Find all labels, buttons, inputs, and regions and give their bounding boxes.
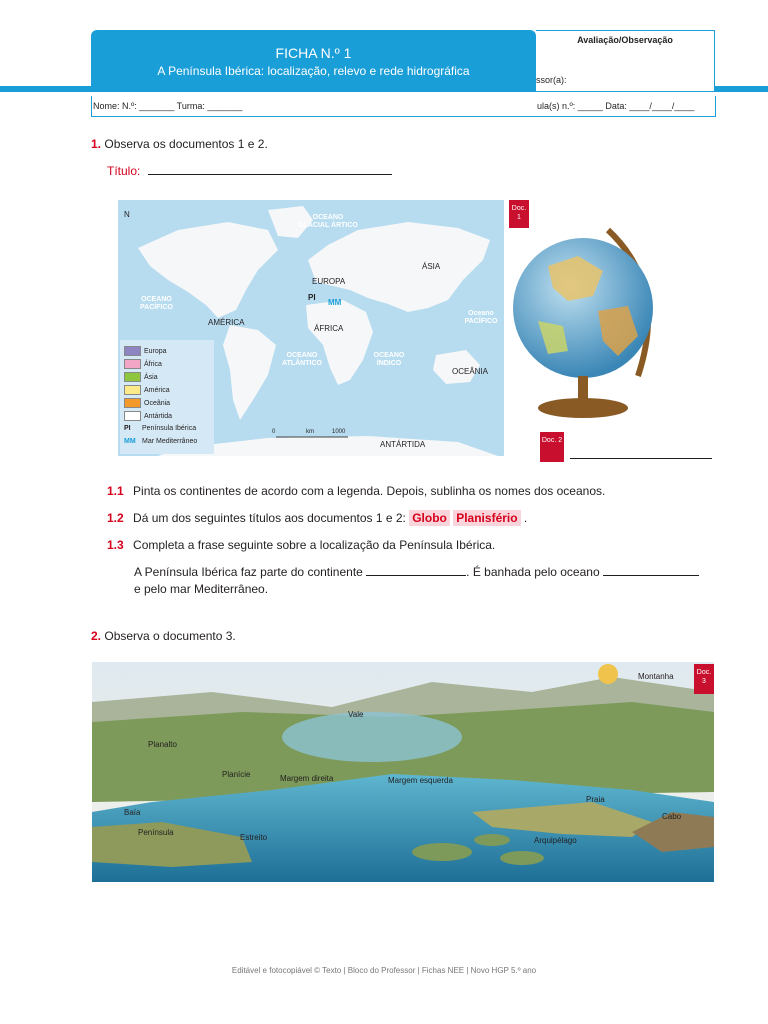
map-label-pacific-left: OCEANO PACÍFICO — [140, 296, 173, 311]
label-planalto: Planalto — [148, 740, 177, 749]
question-1-2-number: 1.2 — [107, 511, 124, 525]
legend-item-mm — [124, 438, 197, 445]
legend-label: Ásia — [144, 373, 158, 381]
page-footer: Editável e fotocopiável © Texto | Bloco do Professor | Fichas NEE | Novo HGP 5.º ano — [231, 966, 537, 975]
landscape-illustration — [92, 662, 714, 882]
scale-1000: 1000 — [332, 429, 346, 435]
date-field[interactable]: ula(s) n.º: _____ Data: ____/____/____ — [537, 101, 695, 111]
legend-label: Oceânia — [144, 399, 171, 407]
map-label-antartida: ANTÁRTIDA — [380, 440, 426, 449]
map-label-america: AMÉRICA — [208, 318, 245, 327]
sentence-part-b: . É banhada pelo oceano — [466, 565, 600, 579]
question-1-3-text: Completa a frase seguinte sobre a localização da Península Ibérica. — [133, 538, 496, 552]
evaluation-box — [536, 30, 715, 92]
legend-item — [124, 359, 162, 369]
doc-2-answer-line[interactable] — [570, 448, 712, 459]
option-globo[interactable]: Globo — [409, 510, 450, 526]
label-margem-direita: Margem direita — [280, 774, 334, 783]
student-info-row — [91, 96, 716, 117]
north-arrow-icon: N — [124, 210, 130, 219]
doc-2-tag: Doc. 2 — [540, 432, 564, 462]
label-estreito: Estreito — [240, 833, 268, 842]
sentence-completion — [134, 564, 714, 598]
legend-swatch — [124, 359, 141, 369]
continent-answer-line[interactable] — [366, 565, 466, 576]
question-1-3 — [107, 538, 495, 552]
map-label-indian: OCEANO ÍNDICO — [373, 352, 405, 367]
map-label-oceania: OCEÂNIA — [452, 367, 489, 376]
legend-item — [124, 385, 170, 395]
legend-item-pi — [124, 425, 196, 432]
title-label-text: Título: — [107, 164, 141, 178]
label-cabo: Cabo — [662, 812, 682, 821]
question-1-2-text: Dá um dos seguintes títulos aos documentos 1 e 2: — [133, 511, 406, 525]
label-peninsula: Península — [138, 828, 174, 837]
label-baia: Baía — [124, 808, 141, 817]
question-1 — [91, 137, 268, 151]
legend-swatch — [124, 372, 141, 382]
question-1-3-number: 1.3 — [107, 538, 124, 552]
globe-image — [508, 226, 668, 426]
legend-swatch — [124, 411, 141, 421]
map-label-mm: MM — [328, 298, 342, 307]
title-label — [107, 164, 392, 178]
title-box — [91, 30, 536, 90]
label-margem-esquerda: Margem esquerda — [388, 776, 453, 785]
sentence-part-a: A Península Ibérica faz parte do continente — [134, 565, 363, 579]
label-arquipelago: Arquipélago — [534, 836, 577, 845]
map-label-atlantic: OCEANO ATLÂNTICO — [282, 352, 322, 367]
world-map — [118, 200, 504, 456]
label-planicie: Planície — [222, 770, 251, 779]
landscape-drawing — [92, 662, 714, 882]
legend-swatch — [124, 398, 141, 408]
legend-item — [124, 398, 170, 408]
legend-mm-abbr: MM — [124, 438, 136, 445]
legend-label: América — [144, 386, 170, 394]
label-praia: Praia — [586, 795, 605, 804]
legend-item — [124, 346, 167, 356]
label-vale: Vale — [348, 710, 364, 719]
worksheet-title: FICHA N.º 1 — [275, 45, 352, 61]
legend-label: Europa — [144, 347, 167, 355]
label-montanha: Montanha — [638, 672, 674, 681]
question-1-number: 1. — [91, 137, 102, 151]
scale-km: km — [306, 429, 314, 435]
map-label-pi: PI — [308, 293, 316, 302]
map-label-africa: ÁFRICA — [314, 324, 344, 333]
question-1-1-text: Pinta os continentes de acordo com a legenda. Depois, sublinha os nomes dos oceanos. — [133, 484, 606, 498]
doc-1-tag: Doc. 1 — [509, 200, 529, 228]
question-1-2: 1.2 Dá um dos seguintes títulos aos documentos 1 e 2: Globo Planisfério . — [107, 511, 528, 525]
title-answer-line[interactable] — [148, 164, 392, 175]
worksheet-subtitle: A Península Ibérica: localização, relevo e rede hidrográfica — [157, 64, 470, 78]
question-2 — [91, 629, 236, 643]
legend-swatch — [124, 385, 141, 395]
name-field[interactable]: Nome: N.º: _______ Turma: _______ — [93, 101, 243, 111]
question-1-1 — [107, 484, 605, 498]
legend-item — [124, 372, 158, 382]
legend-label: Antártida — [144, 412, 173, 420]
ocean-answer-line[interactable] — [603, 565, 699, 576]
legend-swatch — [124, 346, 141, 356]
question-1-text: Observa os documentos 1 e 2. — [104, 137, 268, 151]
scale-zero: 0 — [272, 429, 276, 435]
professor-field[interactable]: ssor(a): — [536, 75, 567, 85]
map-legend — [120, 340, 214, 454]
legend-label: África — [144, 360, 162, 368]
option-planisferio[interactable]: Planisfério — [453, 510, 520, 526]
question-1-1-number: 1.1 — [107, 484, 124, 498]
map-label-pacific-right: Oceano PACÍFICO — [464, 310, 498, 325]
map-label-asia: ÁSIA — [422, 262, 441, 271]
legend-pi-text: Península Ibérica — [142, 425, 197, 432]
legend-pi-abbr: PI — [124, 425, 131, 432]
question-2-text: Observa o documento 3. — [104, 629, 236, 643]
question-2-number: 2. — [91, 629, 102, 643]
map-label-glacial: OCEANO GLACIAL ÁRTICO — [298, 214, 358, 229]
sentence-part-c: e pelo mar Mediterrâneo. — [134, 582, 269, 596]
doc-3-tag: Doc. 3 — [694, 664, 714, 694]
map-label-europa: EUROPA — [312, 277, 346, 286]
evaluation-title: Avaliação/Observação — [577, 35, 673, 45]
legend-mm-text: Mar Mediterrâneo — [142, 438, 198, 445]
legend-item — [124, 411, 172, 421]
